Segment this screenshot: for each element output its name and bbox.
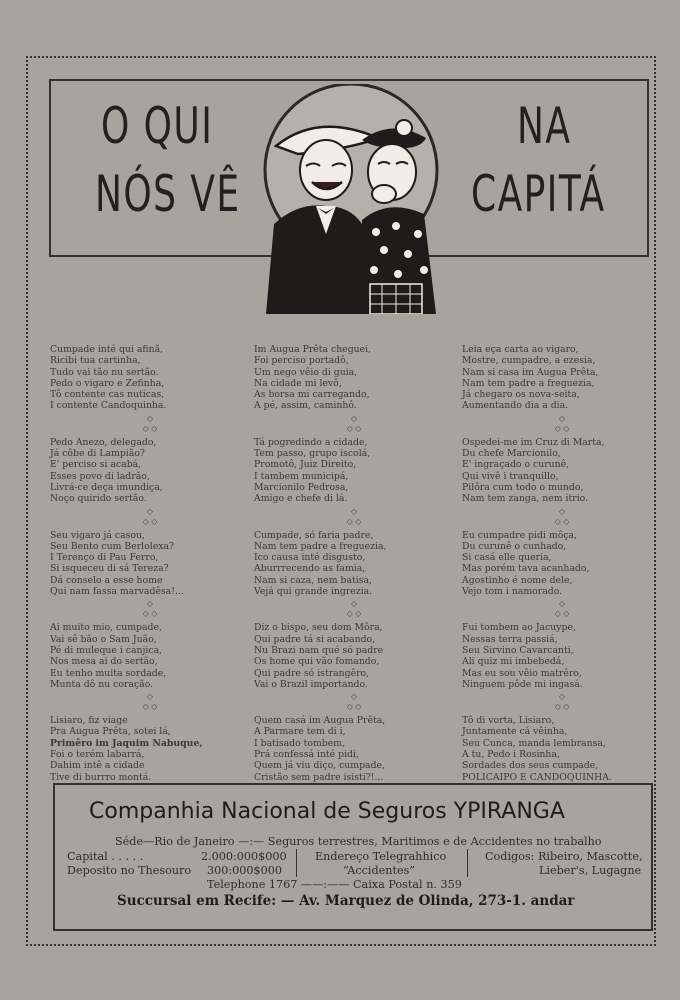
verse-line: Cumpade inté qui afinã,: [50, 344, 164, 355]
verse-line: Já chegaro os nova-seita,: [462, 389, 580, 401]
stanza-ornament: ◇ ◇ ◇: [554, 692, 570, 712]
verse-line: Vai sê bão o Sam Juão,: [50, 633, 157, 645]
ad-branch-address: Succursal em Recife: — Av. Marquez de Olinda, 273-1. andar: [117, 893, 575, 909]
verse-line: E' perciso si acabá,: [50, 459, 142, 471]
ad-codes-line-2: Lieber's, Lugagne: [539, 864, 642, 877]
verse-line: Eu tenho muita sordade,: [50, 667, 167, 679]
verse-line: Nam si casa im Augua Prêta,: [462, 366, 599, 378]
verse-line: Livrá-ce deça imundiça,: [50, 481, 163, 493]
verse-line: Tá pogredindo a cidade,: [254, 436, 368, 448]
verse-line: Pra Augua Prêta, sotei lá,: [50, 726, 171, 738]
insurance-advertisement: [53, 783, 651, 929]
verse-line: Tive di burrro montá.: [50, 771, 152, 783]
title-right-line-2: CAPITÁ: [471, 165, 606, 223]
verse-line: Lisiaro, fiz viage: [50, 715, 128, 727]
title-left-line-1: O QUI: [101, 97, 214, 155]
stanza: [462, 622, 662, 690]
verse-line: Sordades dos seus cumpade,: [462, 760, 599, 772]
verse-line: Um nego vêio di guia,: [254, 366, 358, 378]
stanza-ornament: ◇ ◇ ◇: [346, 506, 362, 526]
stanza: [254, 715, 454, 783]
verse-line: As borsa mi carregando,: [254, 389, 370, 401]
ad-telegraph-label: Endereço Telegrahhico: [315, 850, 447, 863]
verse-line: Vejo tom i namorado.: [462, 586, 563, 598]
ad-capital-value: 2.000:000$000: [201, 850, 287, 863]
verse-line: Cumpade, só faria padre,: [254, 529, 374, 541]
verse-line: Qui padre só istrangêro,: [254, 667, 370, 679]
verse-line: A tu, Pedo i Rosinha,: [462, 749, 560, 761]
verse-line: Foi o terém labarrá,: [50, 749, 145, 761]
ad-separator: [467, 849, 468, 877]
verse-line: Pedo Anezo, delegado,: [50, 436, 157, 448]
verse-line: Ai muito mio, cumpade,: [50, 622, 162, 634]
verse-line: Nos mesa ai do sertão,: [50, 656, 158, 668]
verse-line: Pilôra cum todo o mundo,: [462, 481, 584, 493]
stanza: [50, 344, 250, 412]
verse-line: Tem passo, grupo iscolá,: [254, 448, 371, 460]
verse-line: Já côbe di Lampião?: [50, 448, 145, 460]
stanza-ornament: ◇ ◇ ◇: [346, 692, 362, 712]
verse-line: Foi perciso portadô,: [254, 355, 349, 367]
verse-line: Qui vivê i tranquillo,: [462, 470, 559, 482]
ad-deposit-value: 300:000$000: [207, 864, 282, 877]
verse-line: Nam tem padre a freguezia,: [254, 540, 387, 552]
verse-line: Ospedei-me im Cruz di Marta,: [462, 436, 605, 448]
ad-separator: [296, 849, 297, 877]
verse-line: I tambem municipá,: [254, 470, 349, 482]
verse-line: Seu Sirvino Cavarcanti,: [462, 644, 574, 656]
verse-line: Im Augua Prêta cheguei,: [254, 344, 372, 355]
verse-line: Promotô, Juiz Direito,: [254, 459, 357, 471]
verse-line: Nam tem zanga, nem itrio.: [462, 493, 589, 505]
verse-line: I Terenço di Pau Ferro,: [50, 552, 159, 564]
stanza-ornament: ◇ ◇ ◇: [50, 414, 250, 434]
verse-line: Munta dô nu coração.: [50, 678, 154, 690]
verse-line: Tudo vai tão nu sertão.: [50, 366, 159, 378]
ad-deposit-label: Deposito no Thesouro: [67, 864, 192, 877]
stanza-ornament: ◇ ◇ ◇: [142, 506, 158, 526]
verse-line: Quem já viu diço, cumpade,: [254, 760, 385, 772]
stanza: [254, 622, 454, 690]
stanza: [50, 622, 250, 690]
verse-line: Na cidade mi levô,: [254, 377, 342, 389]
verse-line: Esses povo di ladrão,: [50, 470, 150, 482]
verse-line: Seu Bento cum Berlolexa?: [50, 540, 174, 552]
verse-line: Amigo e chefe di lá.: [254, 493, 348, 505]
stanza: [254, 530, 454, 598]
stanza: [50, 530, 250, 598]
verse-line: Vejá qui grande ingrezia.: [254, 586, 373, 598]
stanza-ornament: ◇ ◇ ◇: [142, 692, 158, 712]
stanza-ornament: ◇ ◇ ◇: [554, 599, 570, 619]
verse-line: Fui tombem ao Jacuype,: [462, 622, 576, 634]
verse-line: Tô contente cas nuticas,: [50, 389, 165, 401]
verse-line: Agostinho é nome dele,: [462, 574, 573, 586]
verse-line: Si isqueceu di sá Tereza?: [50, 563, 169, 575]
verse-line: Ninguem pôde mi ingasá.: [462, 678, 583, 690]
stanza: [462, 715, 662, 783]
verse-line: Juntamente cá vêinha,: [462, 726, 568, 738]
verse-line: Ali quiz mi imbebedá,: [462, 656, 565, 668]
verse-line: Aumentando dia a dia.: [462, 400, 569, 412]
title-left-line-2: NÓS VÊ: [95, 165, 241, 223]
ad-headquarters-line: Séde—Rio de Janeiro —:— Seguros terrestres, Maritimos e de Accidentes no trabalho: [115, 835, 602, 848]
couple-illustration: [258, 84, 444, 314]
stanza-ornament: ◇ ◇ ◇: [142, 599, 158, 619]
verse-line: Du curunê o cunhado,: [462, 540, 567, 552]
verse-line: Prá confessá inté pidi,: [254, 749, 359, 761]
verse-line: I batisado tombem,: [254, 737, 346, 749]
stanza-ornament: ◇ ◇ ◇: [554, 506, 570, 526]
poem-column-3: [462, 344, 662, 783]
stanza: [50, 437, 250, 505]
verse-line: Nessas terra passiá,: [462, 633, 558, 645]
stanza: [462, 437, 662, 505]
verse-line: A Parmare tem di i,: [254, 726, 346, 738]
advertisement-title: Companhia Nacional de Seguros YPIRANGA: [89, 799, 565, 824]
ornament-glyph: ◇: [146, 413, 154, 423]
stanza: [462, 344, 662, 412]
verse-line: Dahim intê a cidade: [50, 760, 145, 772]
ad-telephone-line: Telephone 1767 ——:—— Caixa Postal n. 359: [207, 878, 462, 891]
stanza: [462, 530, 662, 598]
verse-line: Leia eça carta ao vigaro,: [462, 344, 579, 355]
verse-line: Quem casá im Augua Prêta,: [254, 715, 386, 727]
stanza-ornament: ◇ ◇ ◇: [346, 599, 362, 619]
verse-line: A pé, assim, caminhô.: [254, 400, 357, 412]
poem-column-2: [254, 344, 454, 783]
stanza: [254, 437, 454, 505]
verse-line: Seu Cunca, manda lembransa,: [462, 737, 606, 749]
verse-line: I contente Candoquinha.: [50, 400, 167, 412]
verse-line: Seu vigaro já casou,: [50, 529, 145, 541]
ad-capital-label: Capital . . . . .: [67, 850, 144, 863]
verse-line: Noço quirido sertão.: [50, 493, 147, 505]
verse-line: Du chefe Marcionilo,: [462, 448, 561, 460]
verse-line: Marcionilo Pedrosa,: [254, 481, 349, 493]
verse-line: Qui padre tá si acabando,: [254, 633, 376, 645]
verse-line: Vai o Brazil importando.: [254, 678, 368, 690]
verse-line: Mas porém tava acanhado,: [462, 563, 590, 575]
verse-line: Cristão sem padre isisti?!...: [254, 771, 384, 783]
verse-line: Ricibi tua cartinha,: [50, 355, 141, 367]
verse-line: Eu cumpadre pidi môça,: [462, 529, 578, 541]
verse-line: Aburrrecendo as famia,: [254, 563, 366, 575]
verse-line: Si casá elle queria,: [462, 552, 552, 564]
verse-line: Nam si caza, nem batisa,: [254, 574, 372, 586]
verse-line: Mostre, cumpadre, a ezesia,: [462, 355, 596, 367]
verse-line: Nu Brazi nam qué só padre: [254, 644, 384, 656]
stanza: [50, 715, 250, 783]
stanza-ornament: ◇ ◇ ◇: [554, 413, 570, 433]
verse-line: Primêro im Jaquim Nabuque,: [50, 737, 203, 749]
verse-line: Ico causa inté disgusto,: [254, 552, 366, 564]
verse-line: Tô di vorta, Lisiaro,: [462, 715, 555, 727]
title-right-line-1: NA: [517, 97, 572, 155]
verse-line: Dá conselo a esse home: [50, 574, 163, 586]
poem-signature: POLICAIPO E CANDOQUINHA.: [462, 771, 612, 783]
verse-line: Os home qui vão fomando,: [254, 656, 380, 668]
verse-line: Nam tem padre a freguezia,: [462, 377, 595, 389]
stanza: [254, 344, 454, 412]
stanza-ornament: ◇ ◇ ◇: [346, 413, 362, 433]
ad-telegraph-value: “Accidentes”: [343, 864, 416, 877]
verse-line: E' ingraçado o curunê,: [462, 459, 570, 471]
ad-codes-line-1: Codigos: Ribeiro, Mascotte,: [485, 850, 643, 863]
poem-column-1: [50, 344, 250, 783]
verse-line: Qui nam fassa marvadêsa!...: [50, 586, 184, 598]
verse-line: Pé di muleque i canjica,: [50, 644, 163, 656]
verse-line: Mas eu sou vêio matrêro,: [462, 667, 582, 679]
verse-line: Pedo o vigaro e Zefinha,: [50, 377, 165, 389]
verse-line: Diz o bispo, seu dom Môra,: [254, 622, 383, 634]
